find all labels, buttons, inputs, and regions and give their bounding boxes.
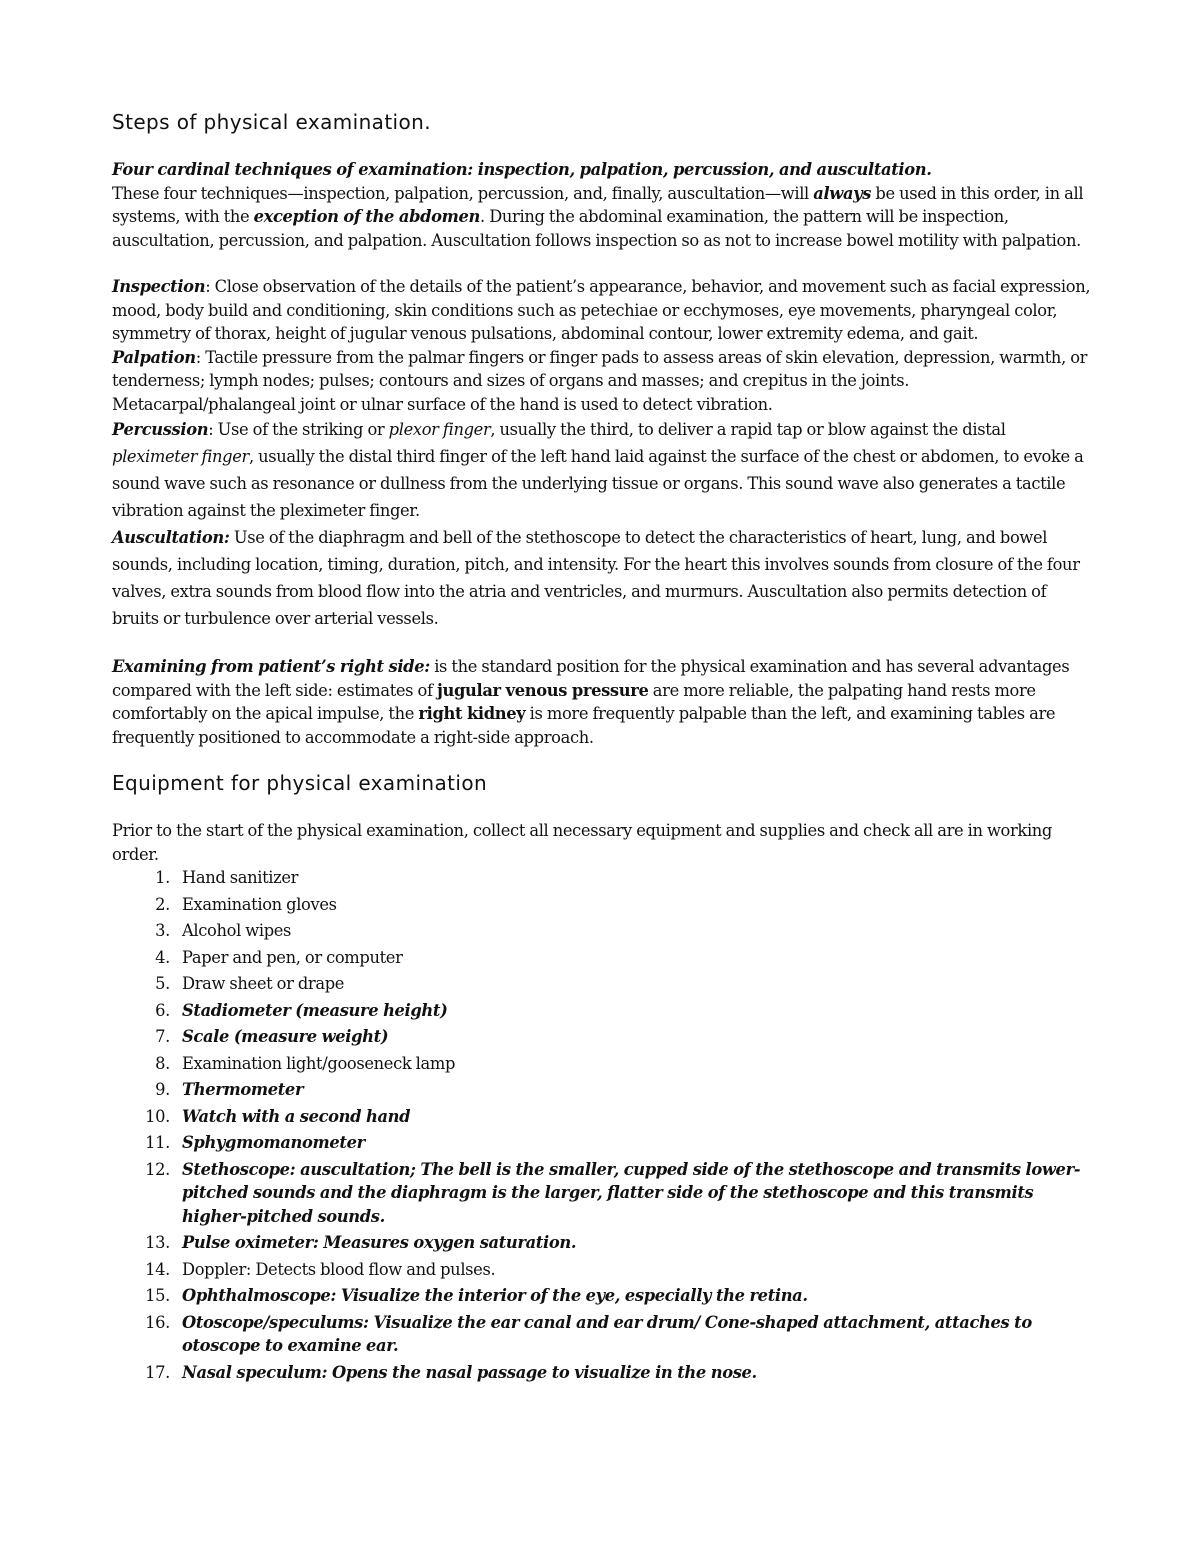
list-item-number: 15. [145, 1286, 170, 1305]
list-item-number: 7. [155, 1027, 170, 1046]
list-item-text: Pulse oximeter: Measures oxygen saturation. [182, 1233, 577, 1252]
auscultation-term: Auscultation: [112, 528, 230, 547]
list-item-number: 16. [145, 1312, 170, 1332]
percussion-text-1: : Use of the striking or [208, 420, 389, 439]
list-item-number: 13. [145, 1233, 170, 1252]
list-item-number: 10. [145, 1106, 170, 1126]
equipment-list-item [112, 1311, 1092, 1358]
list-item-number: 5. [155, 974, 170, 993]
list-item-number: 11. [145, 1133, 170, 1152]
list-item-text: Alcohol wipes [182, 921, 292, 940]
list-item-number: 14. [145, 1259, 170, 1279]
percussion-text-2: , usually the third, to deliver a rapid tap or blow against the distal [490, 420, 1006, 439]
list-item-text: Draw sheet or drape [182, 974, 345, 993]
list-item-text: Watch with a second hand [182, 1106, 411, 1126]
list-item-text: Thermometer [182, 1080, 304, 1099]
pleximeter-finger: pleximeter finger [112, 447, 249, 466]
list-item-text: Examination light/gooseneck lamp [182, 1053, 456, 1073]
list-item-text: Nasal speculum: Opens the nasal passage to visualize in the nose. [182, 1362, 757, 1382]
equipment-list-item [112, 999, 1092, 1023]
inspection-term: Inspection [112, 277, 206, 296]
list-item-text: Paper and pen, or computer [182, 947, 403, 967]
right-side-text-3: is more frequently palpable than the left, and examining tables are frequently positioned to accommodate a right-side approach. [112, 704, 1056, 747]
percussion-term: Percussion [112, 420, 209, 439]
list-item-text: Stadiometer (measure height) [182, 1000, 448, 1020]
list-item-number: 8. [155, 1053, 170, 1073]
equipment-list-item [112, 1025, 1092, 1049]
equipment-list-item [112, 1258, 1092, 1282]
equipment-list-item [112, 1105, 1092, 1129]
jvp-term: jugular venous pressure [436, 680, 649, 700]
right-side-paragraph [112, 655, 1092, 749]
plexor-finger: plexor finger [388, 420, 491, 439]
section-title-steps: Steps of physical examination. [112, 110, 431, 134]
intro-text-2: be used in this order, in all systems, with the [112, 183, 1084, 226]
list-item-text: Stethoscope: auscultation; The bell is the smaller, cupped side of the stethoscope and transmits lower-pitched sounds and the diaphragm is the larger, flatter side of the stethoscope and this transmits higher-pitched sounds. [182, 1159, 1081, 1226]
equipment-list [112, 866, 1092, 1384]
intro-text-3: . During the abdominal examination, the pattern will be inspection, auscultation, percussion, and palpation. Auscultation follows inspection so as not to increase bowel motility with palpation. [112, 207, 1081, 250]
list-item-text: Scale (measure weight) [182, 1027, 389, 1046]
intro-exception: exception of the abdomen [253, 207, 481, 226]
list-item-text: Hand sanitizer [182, 868, 299, 887]
list-item-number: 1. [155, 868, 170, 887]
equipment-list-item [112, 1361, 1092, 1385]
list-item-number: 4. [155, 947, 170, 967]
document-page [112, 108, 1092, 1387]
equipment-list-item [112, 1131, 1092, 1155]
list-item-text: Otoscope/speculums: Visualize the ear canal and ear drum/ Cone-shaped attachment, attaches to otoscope to examine ear. [182, 1312, 1032, 1355]
list-item-number: 3. [155, 921, 170, 940]
equipment-intro: Prior to the start of the physical examination, collect all necessary equipment and supplies and check all are in working order. [112, 821, 1053, 864]
intro-text-1: These four techniques—inspection, palpation, percussion, and, finally, auscultation—will [112, 183, 814, 203]
right-kidney-term: right kidney [418, 704, 526, 723]
equipment-list-item [112, 1231, 1092, 1255]
right-side-text-2: are more reliable, the palpating hand rests more comfortably on the apical impulse, the [112, 680, 1036, 723]
equipment-list-item [112, 1078, 1092, 1102]
spacer [112, 632, 1092, 655]
equipment-list-item [112, 946, 1092, 970]
list-item-text: Doppler: Detects blood flow and pulses. [182, 1259, 496, 1279]
list-item-text: Ophthalmoscope: Visualize the interior of the eye, especially the retina. [182, 1286, 808, 1305]
percussion-paragraph [112, 416, 1092, 524]
list-item-number: 9. [155, 1080, 170, 1099]
equipment-list-item [112, 893, 1092, 917]
equipment-list-item [112, 972, 1092, 996]
list-item-number: 12. [145, 1159, 170, 1179]
palpation-paragraph [112, 346, 1092, 417]
intro-always: always [813, 183, 872, 203]
right-side-text-1: is the standard position for the physical examination and has several advantages compared with the left side: estimates of [112, 657, 1070, 700]
equipment-list-item [112, 1158, 1092, 1229]
auscultation-text: Use of the diaphragm and bell of the stethoscope to detect the characteristics of heart, lung, and bowel sounds, including location, timing, duration, pitch, and intensity. For the heart this involves sounds from closure of the four valves, extra sounds from blood flow into the atria and ventricles, and murmurs. Auscultation also permits detection of bruits or turbulence over arterial vessels. [112, 528, 1080, 628]
list-item-number: 2. [155, 894, 170, 914]
palpation-text: : Tactile pressure from the palmar fingers or finger pads to assess areas of skin elevation, depression, warmth, or tenderness; lymph nodes; pulses; contours and sizes of organs and masses; and crepitus in the joints. Metacarpal/phalangeal joint or ulnar surface of the hand is used to detect vibration. [112, 347, 1088, 414]
auscultation-paragraph [112, 524, 1092, 632]
equipment-list-item [112, 1284, 1092, 1308]
palpation-term: Palpation [112, 347, 196, 367]
list-item-text: Sphygmomanometer [182, 1133, 365, 1152]
inspection-text: : Close observation of the details of the patient’s appearance, behavior, and movement such as facial expression, mood, body build and conditioning, skin conditions such as petechiae or ecchymoses, eye movements, pharyngeal color, symmetry of thorax, height of jugular venous pulsations, abdominal contour, lower extremity edema, and gait. [112, 277, 1091, 343]
spacer [112, 252, 1092, 275]
right-side-term: Examining from patient’s right side: [112, 657, 430, 676]
list-item-number: 6. [155, 1000, 170, 1020]
inspection-paragraph [112, 275, 1092, 346]
techniques-intro-paragraph [112, 182, 1092, 253]
list-item-text: Examination gloves [182, 894, 337, 914]
section-title-equipment: Equipment for physical examination [112, 771, 488, 795]
cardinal-techniques-heading: Four cardinal techniques of examination: inspection, palpation, percussion, and auscultation. [112, 160, 932, 179]
percussion-text-3: , usually the distal third finger of the left hand laid against the surface of the chest or abdomen, to evoke a sound wave such as resonance or dullness from the underlying tissue or organs. This sound wave also generates a tactile vibration against the pleximeter finger. [112, 447, 1084, 520]
equipment-list-item [112, 919, 1092, 943]
list-item-number: 17. [145, 1362, 170, 1382]
equipment-list-item [112, 1052, 1092, 1076]
equipment-list-item [112, 866, 1092, 890]
